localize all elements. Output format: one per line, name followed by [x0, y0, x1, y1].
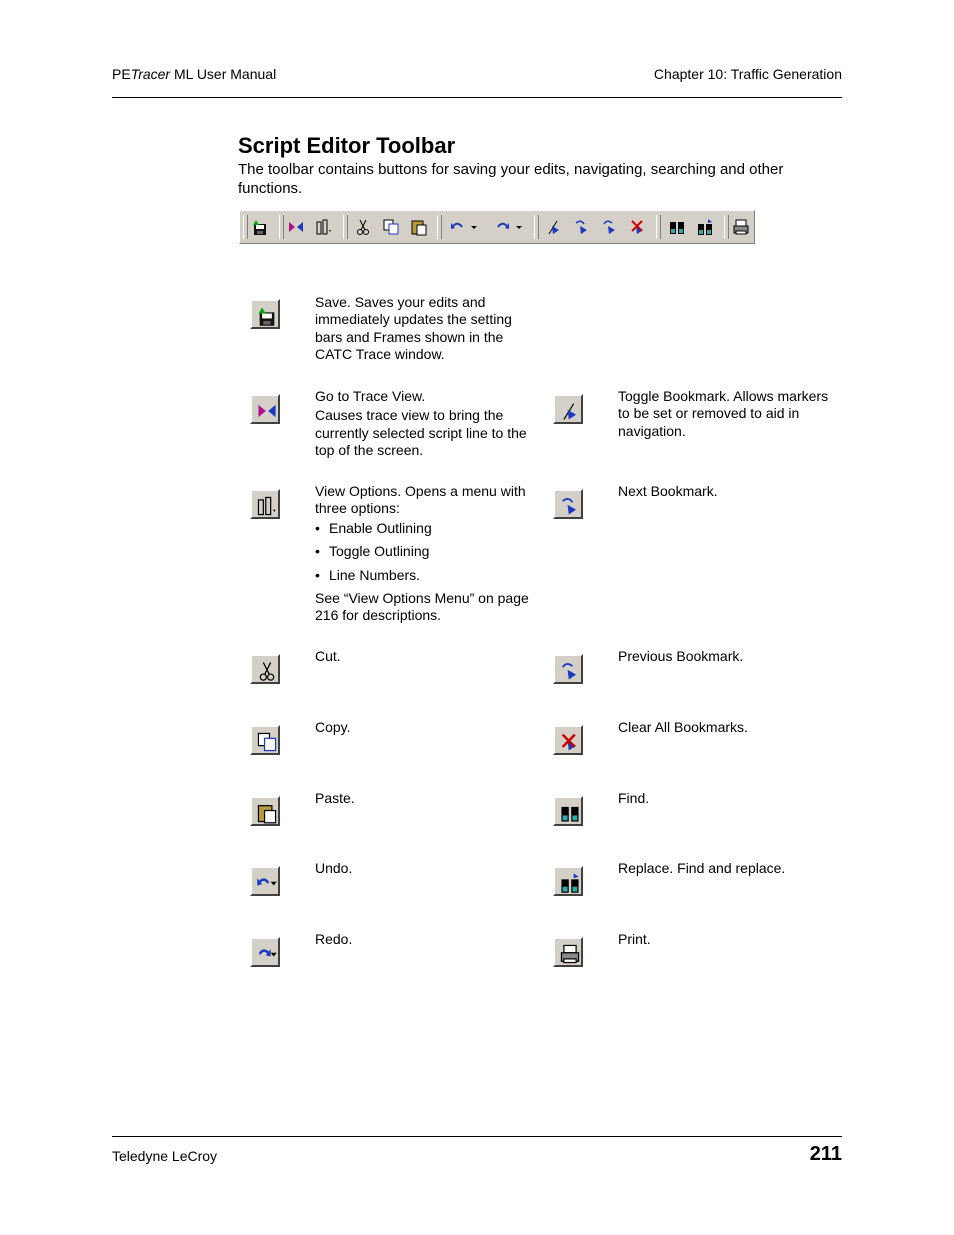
undo-icon: [449, 218, 467, 236]
toggle-bookmark-icon: [545, 218, 563, 236]
find-icon: [559, 802, 581, 824]
toolbar-separator: [656, 215, 661, 239]
header-rule: [112, 97, 842, 98]
toolbar-separator: [724, 215, 729, 239]
print-icon: [732, 218, 750, 236]
undo-icon: [256, 872, 278, 894]
view-options-icon: [256, 495, 278, 517]
paste-description: Paste.: [315, 790, 355, 806]
page-number: 211: [809, 1143, 842, 1165]
footer-rule: [112, 1136, 842, 1137]
view-options-reference: See “View Options Menu” on page 216 for descriptions.: [315, 590, 529, 624]
header-chapter: Chapter 10: Traffic Generation: [653, 66, 842, 82]
toolbar-separator: [343, 215, 348, 239]
toolbar-separator: [534, 215, 539, 239]
redo-icon: [493, 218, 511, 236]
list-item: • Enable Outlining: [315, 520, 535, 544]
paste-icon: [256, 802, 278, 824]
save-icon: [256, 305, 278, 327]
copy-icon: [382, 218, 400, 236]
replace-button-image: [553, 866, 583, 896]
footer-company: Teledyne LeCroy: [112, 1148, 218, 1164]
previous-bookmark-icon: [601, 218, 619, 236]
copy-description: Copy.: [315, 719, 351, 735]
copy-icon: [256, 731, 278, 753]
toggle-bookmark-description: Toggle Bookmark. Allows markers to be set or removed to aid in navigation.: [618, 388, 829, 439]
find-description: Find.: [618, 790, 650, 806]
paste-button-image: [250, 796, 280, 826]
undo-description: Undo.: [315, 860, 353, 876]
toggle-bookmark-button-image: [553, 394, 583, 424]
redo-icon: [256, 943, 278, 965]
goto-trace-detail: Causes trace view to bring the currently selected script line to the top of the screen.: [315, 407, 527, 458]
next-bookmark-button-image: [553, 489, 583, 519]
view-options-button-image: [250, 489, 280, 519]
print-button-image: [553, 937, 583, 967]
clear-bookmarks-description: Clear All Bookmarks.: [618, 719, 748, 735]
replace-description: Replace. Find and replace.: [618, 860, 786, 876]
find-icon: [668, 218, 686, 236]
view-options-text: View Options. Opens a menu with three options:: [315, 483, 526, 517]
cut-description: Cut.: [315, 648, 341, 664]
goto-trace-title: Go to Trace View.: [315, 388, 426, 404]
save-button-image: [250, 299, 280, 329]
previous-bookmark-button-image: [553, 654, 583, 684]
toggle-bookmark-icon: [559, 400, 581, 422]
clear-bookmarks-icon: [629, 218, 647, 236]
undo-button-image: [250, 866, 280, 896]
header-manual-title: PETracer ML User Manual: [112, 66, 277, 82]
section-title: Script Editor Toolbar: [238, 133, 456, 158]
next-bookmark-icon: [559, 495, 581, 517]
clear-bookmarks-icon: [559, 731, 581, 753]
toolbar-separator: [279, 215, 284, 239]
replace-icon: [696, 218, 714, 236]
section-intro: The toolbar contains buttons for saving your edits, navigating, searching and other functions.: [238, 161, 784, 197]
undo-dropdown-icon: [469, 218, 479, 236]
cut-icon: [354, 218, 372, 236]
view-options-icon: [315, 218, 333, 236]
view-options-list: [315, 520, 535, 591]
find-button-image: [553, 796, 583, 826]
goto-trace-icon: [287, 218, 305, 236]
save-icon: [251, 218, 269, 236]
goto-trace-description: [315, 388, 535, 459]
save-description: Save. Saves your edits and immediately updates the setting bars and Frames shown in the CATC Trace window.: [315, 294, 512, 362]
previous-bookmark-description: Previous Bookmark.: [618, 648, 744, 664]
clear-bookmarks-button-image: [553, 725, 583, 755]
next-bookmark-description: Next Bookmark.: [618, 483, 718, 499]
redo-dropdown-icon: [514, 218, 524, 236]
next-bookmark-icon: [573, 218, 591, 236]
cut-button-image: [250, 654, 280, 684]
previous-bookmark-icon: [559, 660, 581, 682]
list-item: • Toggle Outlining: [315, 543, 535, 567]
list-item: • Line Numbers.: [315, 567, 535, 591]
print-description: Print.: [618, 931, 651, 947]
redo-description: Redo.: [315, 931, 353, 947]
copy-button-image: [250, 725, 280, 755]
replace-icon: [559, 872, 581, 894]
view-options-description: [315, 483, 535, 625]
toolbar-image: [239, 210, 755, 244]
goto-trace-button-image: [250, 394, 280, 424]
cut-icon: [256, 660, 278, 682]
redo-button-image: [250, 937, 280, 967]
paste-icon: [410, 218, 428, 236]
toolbar-grip: [243, 215, 248, 239]
toolbar-separator: [437, 215, 442, 239]
goto-trace-icon: [256, 400, 278, 422]
print-icon: [559, 943, 581, 965]
